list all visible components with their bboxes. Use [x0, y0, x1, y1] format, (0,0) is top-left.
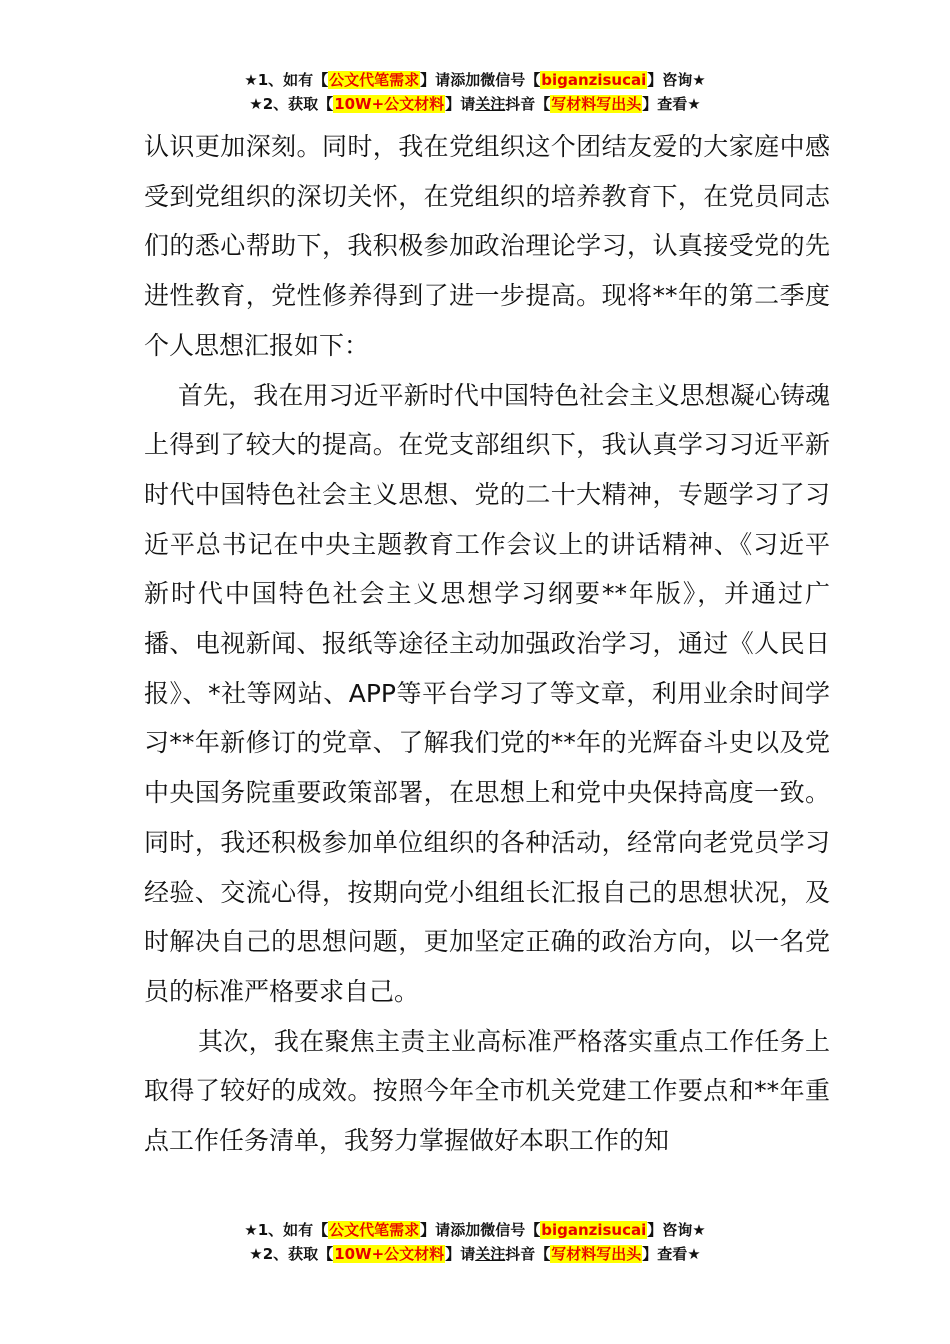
highlight-materials: 10W+公文材料: [334, 95, 445, 113]
banner-line-2: ★2、获取【10W+公文材料】请关注抖音【写材料写出头】查看★: [249, 1245, 701, 1263]
highlight-materials: 10W+公文材料: [334, 1245, 445, 1263]
banner-line-1: ★1、如有【公文代笔需求】请添加微信号【biganzisucai】咨询★: [244, 71, 706, 89]
banner-line-2: ★2、获取【10W+公文材料】请关注抖音【写材料写出头】查看★: [249, 95, 701, 113]
highlight-wechat-id: biganzisucai: [541, 71, 647, 89]
highlight-service: 公文代笔需求: [329, 71, 420, 89]
footer-banner: [0, 1218, 950, 1266]
header-banner: [0, 68, 950, 116]
highlight-douyin-account: 写材料写出头: [551, 95, 642, 113]
highlight-service: 公文代笔需求: [329, 1221, 420, 1239]
banner-line-1: ★1、如有【公文代笔需求】请添加微信号【biganzisucai】咨询★: [244, 1221, 706, 1239]
highlight-douyin-account: 写材料写出头: [551, 1245, 642, 1263]
paragraph-first-point: 首先，我在用习近平新时代中国特色社会主义思想凝心铸魂上得到了较大的提高。在党支部组织下，我认真学习习近平新时代中国特色社会主义思想、党的二十大精神，专题学习了习近平总书记在中央主题教育工作会议上的讲话精神、《习近平新时代中国特色社会主义思想学习纲要**年版》，并通过广播、电视新闻、报纸等途径主动加强政治学习，通过《人民日报》、*社等网站、APP等平台学习了等文章，利用业余时间学习**年新修订的党章、了解我们党的**年的光辉奋斗史以及党中央国务院重要政策部署，在思想上和党中央保持高度一致。同时，我还积极参加单位组织的各种活动，经常向老党员学习经验、交流心得，按期向党小组组长汇报自己的思想状况，及时解决自己的思想问题，更加坚定正确的政治方向，以一名党员的标准严格要求自己。: [144, 380, 830, 1006]
paragraph-second-point: 其次，我在聚焦主责主业高标准严格落实重点工作任务上取得了较好的成效。按照今年全市机关党建工作要点和**年重点工作任务清单，我努力掌握做好本职工作的知: [144, 1026, 830, 1156]
paragraph-intro: 认识更加深刻。同时，我在党组织这个团结友爱的大家庭中感受到党组织的深切关怀，在党组织的培养教育下，在党员同志们的悉心帮助下，我积极参加政治理论学习，认真接受党的先进性教育，党性修养得到了进一步提高。现将**年的第二季度个人思想汇报如下：: [144, 132, 830, 360]
highlight-wechat-id: biganzisucai: [541, 1221, 647, 1239]
document-body: [144, 122, 830, 1166]
